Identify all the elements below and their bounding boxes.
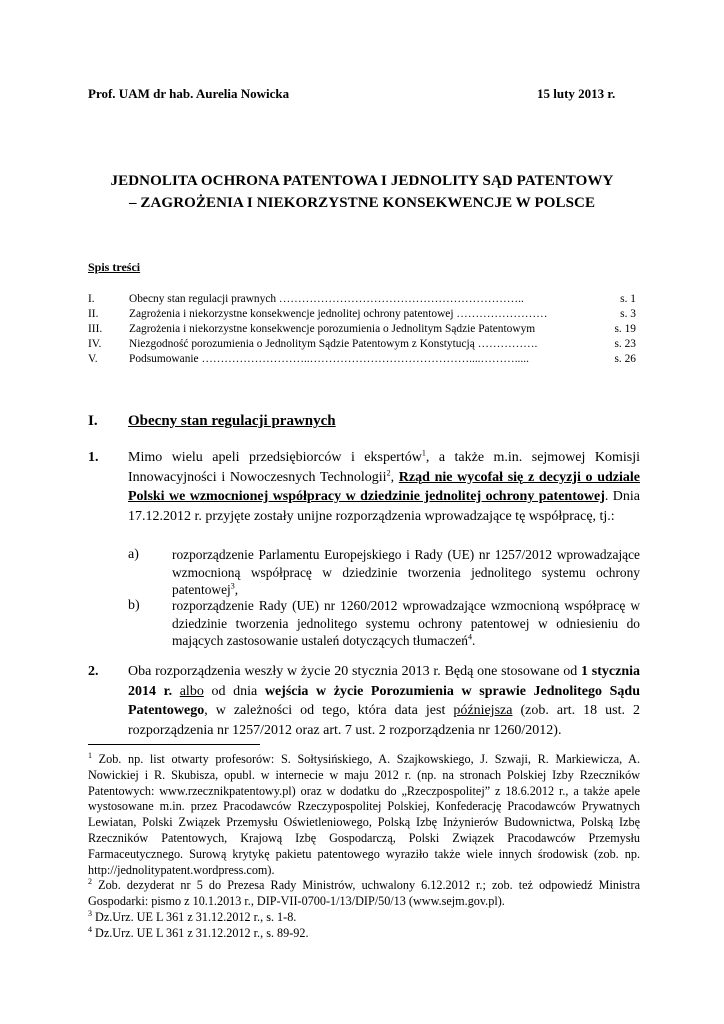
date-line: 15 luty 2013 r. xyxy=(537,86,616,101)
footnote-text: Dz.Urz. UE L 361 z 31.12.2012 r., s. 89-92. xyxy=(92,926,309,940)
paragraph-text: Oba rozporządzenia weszły w życie 20 stycznia 2013 r. Będą one stosowane od xyxy=(128,664,581,679)
paragraph-text: (zob. art. 18 ust. 2 rozporządzenia nr 1257/2012 oraz art. 7 ust. 2 rozporządzenia nr 1260/2012). xyxy=(128,703,640,738)
paragraph-text: Mimo wielu apeli przedsiębiorców i ekspertów xyxy=(128,450,422,465)
toc-item-page: s. 23 xyxy=(614,338,636,350)
author-line: Prof. UAM dr hab. Aurelia Nowicka xyxy=(88,86,290,101)
paragraph-1 xyxy=(128,448,640,526)
paragraph-text: . Dnia 17.12.2012 r. przyjęte zostały unijne rozporządzenia wprowadzające tę współpracę, tj.: xyxy=(128,489,640,524)
footnote-1 xyxy=(88,752,640,878)
toc-item xyxy=(88,321,636,337)
list-item-label: b) xyxy=(128,598,140,613)
toc-item-number: V. xyxy=(88,353,98,365)
toc-item xyxy=(88,336,636,352)
footnote-text: Zob. np. list otwarty profesorów: S. Sołtysińskiego, A. Szajkowskiego, J. Szwaji, R. Markiewicza, A. Nowickiej i R. Skubisza, opubl. w internecie w maju 2012 r. (np. na stronach Polskiej Izby Rzeczników Patentowych: www.rzecznikpatentowy.pl) oraz w dodatku do „Rzeczpospolitej” z 18.6.2012 r., a także apele wystosowane m.in. przez Pracodawców Rzeczypospolitej Polskiej, Konfederację Pracodawców Prywatnych Lewiatan, Polski Związek Przemysłu Oświetleniowego, Polską Izbę Inżynierów Budownictwa, Polską Izbę Rzeczników Patentowych, Krajową Izbę Gospodarczą, Polski Związek Pracodawców Przemysłu Farmaceutycznego. Surową krytykę pakietu patentowego wyraziło także wiele innych środowisk (zob. np. http://jednolitypatent.wordpress.com). xyxy=(88,752,640,877)
footnote-ref-4: 4 xyxy=(467,632,472,642)
toc-item xyxy=(88,291,636,307)
toc-item-page: s. 1 xyxy=(620,293,636,305)
document-title-line-1: JEDNOLITA OCHRONA PATENTOWA I JEDNOLITY SĄD PATENTOWY xyxy=(110,173,614,189)
footnote-number: 1 xyxy=(88,750,92,760)
paragraph-text: , w zależności od tego, która data jest xyxy=(204,703,454,718)
underlined-text: albo xyxy=(179,683,204,699)
toc-item-page: s. 3 xyxy=(620,308,636,320)
toc-item-text: Niezgodność porozumienia o Jednolitym Sądzie Patentowym z Konstytucją ……………. xyxy=(129,338,538,350)
paragraph-2 xyxy=(128,662,640,740)
footnote-ref-3: 3 xyxy=(230,581,235,591)
list-item-text: rozporządzenie Rady (UE) nr 1260/2012 wprowadzające wzmocnioną współpracę w dziedzinie tworzenia jednolitego systemu ochrony patentowej w odniesieniu do mających zastosowanie ustaleń dotyczących tłumaczeń xyxy=(172,598,640,648)
toc-item-text: Zagrożenia i niekorzystne konsekwencje jednolitej ochrony patentowej …………………… xyxy=(129,308,548,320)
footnote-ref-2: 2 xyxy=(386,467,391,477)
paragraph-number: 2. xyxy=(88,664,99,679)
emphasis-text: wejścia w życie Porozumienia w sprawie Jednolitego Sądu Patentowego xyxy=(128,683,640,718)
toc-item-text: Obecny stan regulacji prawnych ……………………………………………………….. xyxy=(129,293,524,305)
emphasis-text: Rząd nie wycofał się z decyzji o udziale Polski we wzmocnionej współpracy w dziedzinie jednolitej ochrony patentowej xyxy=(128,469,641,504)
footnote-text: Zob. dezyderat nr 5 do Prezesa Rady Ministrów, uchwalony 6.12.2012 r.; zob. też odpowiedź Ministra Gospodarki: pismo z 10.1.2013 r., DIP-VII-0700-1/13/DIP/50/13 (www.sejm.gov.pl). xyxy=(88,878,640,908)
toc-item-number: III. xyxy=(88,323,103,335)
toc-item-number: I. xyxy=(88,293,95,305)
footnote-divider xyxy=(88,744,260,745)
paragraph-text: , xyxy=(390,469,399,485)
footnote-number: 2 xyxy=(88,876,92,886)
footnote-number: 3 xyxy=(88,908,92,918)
paragraph-text: od dnia xyxy=(203,683,265,699)
paragraph-text: , a także m.in. sejmowej Komisji Innowacyjności i Nowoczesnych Technologii xyxy=(128,450,641,485)
footnote-4 xyxy=(88,926,640,942)
underlined-text: późniejsza xyxy=(453,703,513,718)
section-title: Obecny stan regulacji prawnych xyxy=(128,413,336,429)
list-item-text: rozporządzenie Parlamentu Europejskiego i Rady (UE) nr 1257/2012 wprowadzające wzmocnioną współpracę w dziedzinie tworzenia jednolitego systemu ochrony patentowej xyxy=(172,547,640,597)
list-item xyxy=(172,597,640,650)
paragraph-number: 1. xyxy=(88,450,99,465)
document-title-line-2: – ZAGROŻENIA I NIEKORZYSTNE KONSEKWENCJE W POLSCE xyxy=(128,195,596,211)
list-item-punct: , xyxy=(234,582,239,597)
toc-item-number: II. xyxy=(88,308,99,320)
footnote-3 xyxy=(88,910,640,926)
toc-item xyxy=(88,351,636,367)
footnote-2 xyxy=(88,878,640,910)
footnote-text: Dz.Urz. UE L 361 z 31.12.2012 r., s. 1-8. xyxy=(92,910,297,924)
toc-item-text: Zagrożenia i niekorzystne konsekwencje porozumienia o Jednolitym Sądzie Patentowym xyxy=(129,323,536,335)
list-item xyxy=(172,546,640,599)
footnote-number: 4 xyxy=(88,924,92,934)
list-item-punct: . xyxy=(471,633,476,648)
list-item-label: a) xyxy=(128,547,139,562)
toc-item xyxy=(88,306,636,322)
toc-item-number: IV. xyxy=(88,338,102,350)
emphasis-text: 1 stycznia 2014 r. xyxy=(128,664,640,699)
toc-heading: Spis treści xyxy=(88,260,141,274)
toc-item-page: s. 26 xyxy=(614,353,636,365)
footnote-ref-1: 1 xyxy=(421,448,426,458)
section-number: I. xyxy=(88,413,98,429)
paragraph-text xyxy=(172,684,180,699)
toc-item-page: s. 19 xyxy=(614,323,636,335)
toc-item-text: Podsumowanie ………………………..……………………………………....………..... xyxy=(129,353,529,365)
